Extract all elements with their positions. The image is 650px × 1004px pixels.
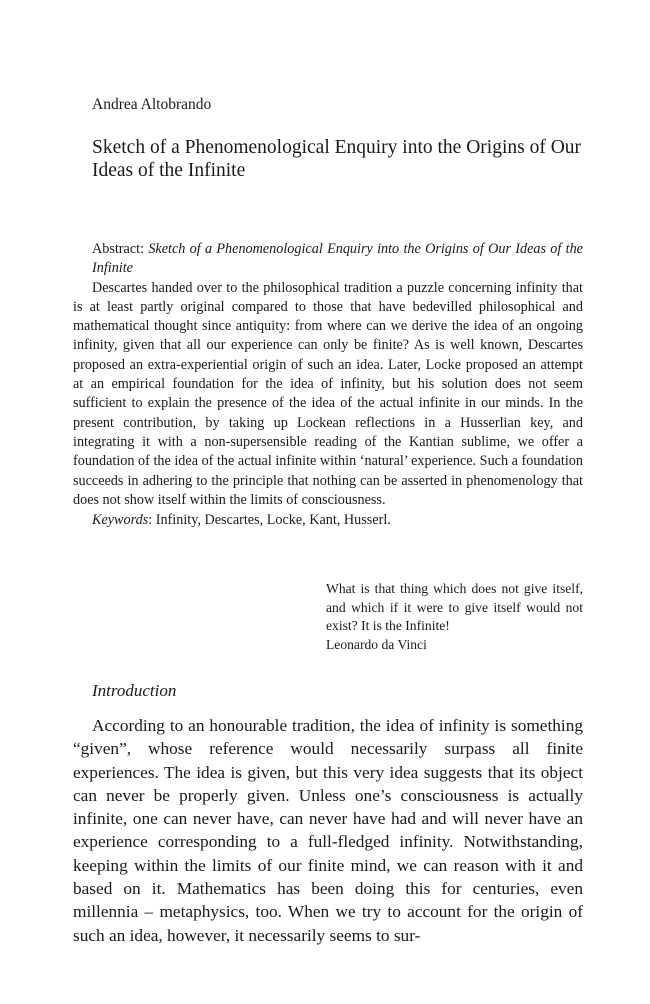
keywords-colon: : (148, 512, 156, 529)
abstract-heading (73, 240, 583, 279)
epigraph (326, 580, 583, 654)
intro-paragraph: According to an honourable tradition, the idea of infinity is something “given”, whose reference would necessarily surpass all finite experiences. The idea is given, but this very idea suggests that its object can never be properly given. Unless one’s consciousness is actually infinite, one can never have, can never have had and will never have an experience corresponding to a full-fledged infinity. Notwithstanding, keeping within the limits of our finite mind, we can reason with it and based on it. Mathematics has been doing this for centuries, even millennia – metaphysics, too. When we try to account for the origin of such an idea, however, it necessarily seems to sur- (73, 716, 583, 945)
epigraph-attribution: Leonardo da Vinci (326, 636, 427, 652)
keywords-label: Keywords (92, 512, 149, 529)
abstract-title: Sketch of a Phenomenological Enquiry into the Origins of Our Ideas of the Infinite (92, 241, 583, 277)
author-name: Andrea Altobrando (92, 96, 212, 113)
paper-title: Sketch of a Phenomenological Enquiry into the Origins of Our Ideas of the Infinite (92, 137, 582, 181)
epigraph-quote: What is that thing which does not give itself, and which if it were to give itself would not exist? It is the Infinite! (326, 581, 583, 634)
section-heading: Introduction (92, 681, 177, 700)
abstract-body: Descartes handed over to the philosophical tradition a puzzle concerning infinity that is at least partly original compared to those that have bedevilled philosophical and mathematical thought since antiquity: from where can we derive the idea of an ongoing infinity, given that all our experience can only be finite? As is well known, Descartes proposed an extra-experiential origin of such an idea. Later, Locke proposed an attempt at an empirical foundation for the idea of infinity, but his solution does not seem sufficient to explain the presence of the idea of the actual infinite in our minds. In the present contribution, by taking up Lockean reflections in a Husserlian key, and integrating it with a non-supersensible reading of the Kantian sublime, we offer a foundation of the idea of the actual infinite within ‘natural’ experience. Such a foundation succeeds in adhering to the principle that nothing can be asserted in phenomenology that does not show itself within the limits of consciousness. (73, 279, 583, 508)
keywords-line (73, 511, 583, 530)
keywords-text: Infinity, Descartes, Locke, Kant, Husserl. (155, 512, 391, 529)
abstract-section (73, 240, 583, 530)
abstract-label: Abstract: (92, 241, 149, 257)
